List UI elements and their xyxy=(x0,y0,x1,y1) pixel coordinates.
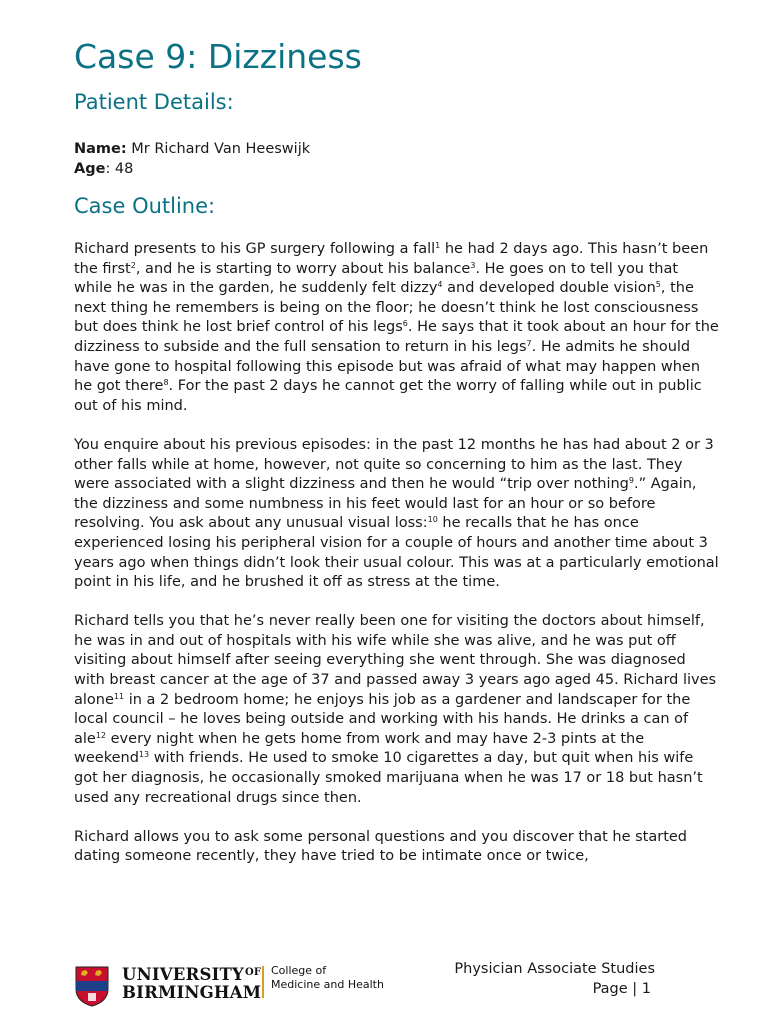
footnote-marker: 11 xyxy=(113,691,125,701)
paragraph-text: , and he is starting to worry about his balance xyxy=(135,260,471,277)
footnote-marker: 6 xyxy=(402,319,408,329)
university-of: OF xyxy=(244,967,262,978)
paragraph-text: in a 2 bedroom home; he enjoys his job as a gardener and landscaper for the local council – he loves being outside and working with his hands. He drinks a can of ale xyxy=(74,691,691,747)
college-name xyxy=(271,964,384,992)
footer-divider xyxy=(262,966,264,998)
document-title: Case 9: Dizziness xyxy=(74,37,362,76)
footnote-marker: 7 xyxy=(526,338,532,348)
patient-age-row xyxy=(74,159,310,179)
footnote-marker: 3 xyxy=(470,260,476,270)
paragraph-text: Richard allows you to ask some personal questions and you discover that he started dating someone recently, they have tried to be intimate once or twice, xyxy=(74,828,688,865)
case-paragraph xyxy=(74,612,719,808)
paragraph-text: .” Again, the dizziness and some numbness in his feet would last for an hour or so before resolving. You ask about any unusual visual loss: xyxy=(74,476,697,532)
university-crest-icon xyxy=(74,965,110,1007)
paragraph-text: . He goes on to tell you that while he was in the garden, he suddenly felt dizzy xyxy=(74,260,679,297)
name-label: Name: xyxy=(74,141,127,157)
footnote-marker: 10 xyxy=(427,515,438,525)
page-footer xyxy=(74,960,694,1010)
college-line1: College of xyxy=(271,964,327,977)
patient-name-row xyxy=(74,139,310,159)
paragraph-text: , the next thing he remembers is being on the floor; he doesn’t think he lost consciousness but does think he lost brief control of his legs xyxy=(74,280,699,336)
paragraph-text: . He admits he should have gone to hospital following this episode but was afraid of what may happen when he got there xyxy=(74,338,701,395)
paragraph-text: Richard tells you that he’s never really been one for visiting the doctors about himself, he was in and out of hospitals with his wife while she was alive, and he was put off visiting about himself after seeing everything she went through. She was diagnosed with breast cancer at the age of 37 and passed away 3 years ago aged 45. Richard lives alone xyxy=(74,613,717,708)
paragraph-text: with friends. He used to smoke 10 cigarettes a day, but quit when his wife got her diagnosis, he occasionally smoked marijuana when he was 17 or 18 but hasn’t used any recreational drugs since then. xyxy=(74,750,703,806)
paragraph-text: Richard presents to his GP surgery following a fall xyxy=(74,241,436,257)
patient-details xyxy=(74,139,310,179)
footnote-marker: 1 xyxy=(435,241,441,250)
case-paragraph xyxy=(74,240,719,416)
paragraph-text: he had 2 days ago. This hasn’t been the first xyxy=(74,241,709,277)
paragraph-text: every night when he gets home from work and may have 2-3 pints at the weekend xyxy=(74,730,645,767)
paragraph-text: he recalls that he has once experienced losing his peripheral vision for a couple of hours and another time about 3 years ago when things didn’t look their usual colour. This was at a particularly emotional point in his life, and he brushed it off as stress at the time. xyxy=(74,515,719,591)
name-value: Mr Richard Van Heeswijk xyxy=(126,141,311,157)
patient-details-heading: Patient Details: xyxy=(74,90,234,114)
paragraph-text: . He says that it took about an hour for the dizziness to subside and the full sensation to return in his legs xyxy=(74,319,719,355)
university-wordmark xyxy=(122,964,261,1002)
program-name: Physician Associate Studies xyxy=(454,961,655,977)
case-paragraph xyxy=(74,436,719,593)
footnote-marker: 4 xyxy=(437,280,443,290)
footnote-marker: 13 xyxy=(138,750,150,760)
college-line2: Medicine and Health xyxy=(271,978,384,991)
paragraph-text: and developed double vision xyxy=(442,280,656,297)
age-label: Age xyxy=(74,161,106,177)
age-value: : 48 xyxy=(105,161,134,177)
paragraph-text: . For the past 2 days he cannot get the worry of falling while out in public out of his mind. xyxy=(74,378,702,414)
case-outline-heading: Case Outline: xyxy=(74,194,216,218)
footnote-marker: 9 xyxy=(628,476,634,486)
page-number: Page | 1 xyxy=(592,981,651,997)
case-paragraph xyxy=(74,828,719,867)
footnote-marker: 8 xyxy=(163,378,169,388)
university-line1: UNIVERSITY xyxy=(122,965,244,984)
case-outline-body xyxy=(74,240,719,887)
footnote-marker: 5 xyxy=(655,280,661,290)
university-line2: BIRMINGHAM xyxy=(122,983,262,1002)
footnote-marker: 12 xyxy=(95,730,107,740)
footnote-marker: 2 xyxy=(130,260,136,270)
paragraph-text: You enquire about his previous episodes: in the past 12 months he has had about 2 or 3 other falls while at home, however, not quite so concerning to him as the last. They were associated with a slight dizziness and then he would “trip over nothing xyxy=(74,436,714,493)
